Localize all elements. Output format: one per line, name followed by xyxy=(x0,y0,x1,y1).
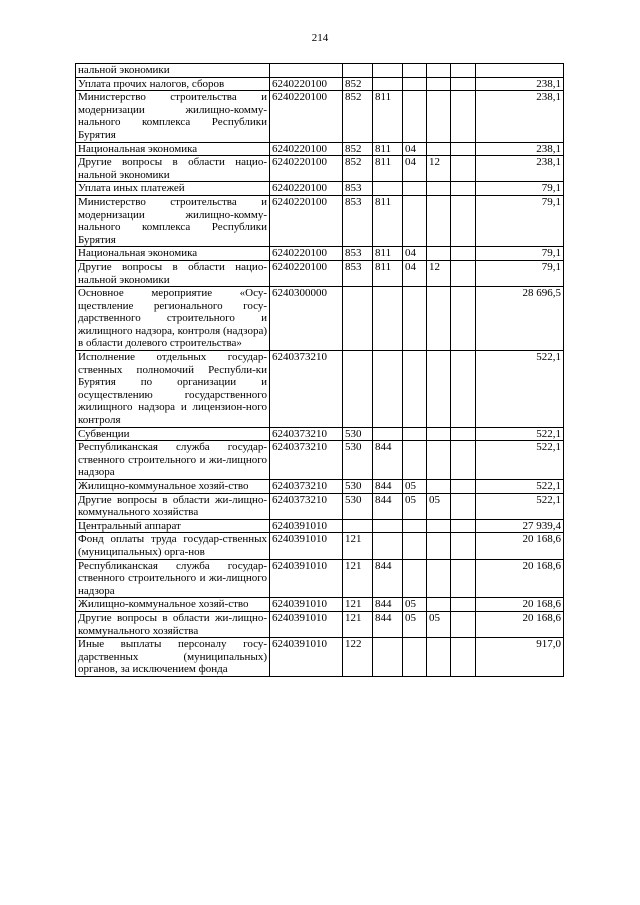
table-row xyxy=(76,247,564,261)
row-sum-cell: 238,1 xyxy=(476,142,564,156)
table-row xyxy=(76,427,564,441)
row-gr-cell xyxy=(373,427,403,441)
row-pr-cell xyxy=(427,287,451,351)
row-rz-cell xyxy=(403,638,427,677)
row-pr-cell xyxy=(427,195,451,246)
row-pr-cell xyxy=(427,598,451,612)
row-vr-cell: 853 xyxy=(343,195,373,246)
row-name-cell: Другие вопросы в области жи-лищно-коммунального хозяйства xyxy=(76,493,270,519)
row-rz-cell: 04 xyxy=(403,156,427,182)
row-gr-cell: 844 xyxy=(373,441,403,480)
row-csr-cell: 6240373210 xyxy=(270,351,343,428)
row-sum-cell: 20 168,6 xyxy=(476,559,564,598)
row-gr-cell: 811 xyxy=(373,195,403,246)
row-extra-cell xyxy=(451,156,476,182)
row-vr-cell: 852 xyxy=(343,77,373,91)
row-gr-cell xyxy=(373,77,403,91)
row-vr-cell: 852 xyxy=(343,156,373,182)
row-extra-cell xyxy=(451,441,476,480)
row-name-cell: Другие вопросы в области нацио-нальной экономики xyxy=(76,156,270,182)
row-pr-cell xyxy=(427,247,451,261)
row-rz-cell xyxy=(403,441,427,480)
row-name-cell: Республиканская служба государ-ственного строительного и жи-лищного надзора xyxy=(76,559,270,598)
row-vr-cell: 121 xyxy=(343,533,373,559)
row-csr-cell: 6240391010 xyxy=(270,598,343,612)
row-gr-cell: 844 xyxy=(373,559,403,598)
row-vr-cell: 530 xyxy=(343,493,373,519)
row-extra-cell xyxy=(451,611,476,637)
row-extra-cell xyxy=(451,142,476,156)
row-gr-cell xyxy=(373,638,403,677)
table-row xyxy=(76,480,564,494)
row-sum-cell: 522,1 xyxy=(476,351,564,428)
row-rz-cell xyxy=(403,182,427,196)
row-pr-cell xyxy=(427,533,451,559)
row-csr-cell: 6240300000 xyxy=(270,287,343,351)
row-sum-cell: 79,1 xyxy=(476,182,564,196)
row-csr-cell: 6240373210 xyxy=(270,493,343,519)
row-sum-cell: 79,1 xyxy=(476,260,564,286)
row-vr-cell: 530 xyxy=(343,480,373,494)
row-pr-cell xyxy=(427,638,451,677)
row-rz-cell: 05 xyxy=(403,611,427,637)
row-rz-cell xyxy=(403,427,427,441)
row-rz-cell: 04 xyxy=(403,142,427,156)
row-extra-cell xyxy=(451,638,476,677)
row-vr-cell: 853 xyxy=(343,247,373,261)
table-row xyxy=(76,519,564,533)
row-name-cell: Другие вопросы в области жи-лищно-коммунального хозяйства xyxy=(76,611,270,637)
table-row xyxy=(76,351,564,428)
row-extra-cell xyxy=(451,493,476,519)
row-gr-cell: 844 xyxy=(373,493,403,519)
table-row xyxy=(76,260,564,286)
row-vr-cell: 121 xyxy=(343,598,373,612)
row-rz-cell: 04 xyxy=(403,247,427,261)
row-extra-cell xyxy=(451,287,476,351)
row-sum-cell xyxy=(476,64,564,78)
row-name-cell: Уплата прочих налогов, сборов xyxy=(76,77,270,91)
row-sum-cell: 20 168,6 xyxy=(476,598,564,612)
row-pr-cell xyxy=(427,480,451,494)
row-pr-cell xyxy=(427,142,451,156)
row-name-cell: Республиканская служба государ-ственного строительного и жи-лищного надзора xyxy=(76,441,270,480)
row-csr-cell: 6240220100 xyxy=(270,182,343,196)
row-name-cell: Министерство строительства и модернизации жилищно-комму-нального комплекса Республики Бурятия xyxy=(76,195,270,246)
row-csr-cell: 6240373210 xyxy=(270,427,343,441)
row-gr-cell: 844 xyxy=(373,598,403,612)
row-name-cell: Центральный аппарат xyxy=(76,519,270,533)
row-pr-cell xyxy=(427,64,451,78)
row-gr-cell xyxy=(373,64,403,78)
row-csr-cell: 6240220100 xyxy=(270,77,343,91)
row-sum-cell: 79,1 xyxy=(476,247,564,261)
row-vr-cell: 530 xyxy=(343,441,373,480)
row-extra-cell xyxy=(451,351,476,428)
row-csr-cell xyxy=(270,64,343,78)
row-rz-cell: 05 xyxy=(403,598,427,612)
row-gr-cell xyxy=(373,287,403,351)
row-name-cell: Основное мероприятие «Осу-ществление регионального госу-дарственного строительного и жилищного надзора, контроля (надзора) в области долевого строительства» xyxy=(76,287,270,351)
row-pr-cell xyxy=(427,351,451,428)
table-row xyxy=(76,142,564,156)
row-sum-cell: 917,0 xyxy=(476,638,564,677)
row-csr-cell: 6240220100 xyxy=(270,260,343,286)
row-sum-cell: 522,1 xyxy=(476,480,564,494)
row-extra-cell xyxy=(451,519,476,533)
row-extra-cell xyxy=(451,427,476,441)
row-rz-cell xyxy=(403,351,427,428)
row-gr-cell: 844 xyxy=(373,480,403,494)
table-row xyxy=(76,533,564,559)
row-rz-cell xyxy=(403,195,427,246)
row-extra-cell xyxy=(451,598,476,612)
row-csr-cell: 6240220100 xyxy=(270,156,343,182)
row-name-cell: Фонд оплаты труда государ-ственных (муниципальных) орга-нов xyxy=(76,533,270,559)
row-rz-cell xyxy=(403,287,427,351)
row-pr-cell xyxy=(427,91,451,142)
row-rz-cell xyxy=(403,533,427,559)
row-vr-cell xyxy=(343,519,373,533)
row-pr-cell: 05 xyxy=(427,493,451,519)
row-name-cell: Уплата иных платежей xyxy=(76,182,270,196)
row-name-cell: нальной экономики xyxy=(76,64,270,78)
row-sum-cell: 28 696,5 xyxy=(476,287,564,351)
row-pr-cell xyxy=(427,77,451,91)
row-gr-cell: 844 xyxy=(373,611,403,637)
row-rz-cell xyxy=(403,91,427,142)
row-sum-cell: 522,1 xyxy=(476,441,564,480)
row-vr-cell: 852 xyxy=(343,142,373,156)
row-csr-cell: 6240391010 xyxy=(270,519,343,533)
budget-table-body xyxy=(76,64,564,677)
row-pr-cell xyxy=(427,441,451,480)
row-rz-cell xyxy=(403,559,427,598)
page-number: 214 xyxy=(311,32,329,44)
row-sum-cell: 522,1 xyxy=(476,493,564,519)
row-rz-cell: 04 xyxy=(403,260,427,286)
row-extra-cell xyxy=(451,260,476,286)
row-csr-cell: 6240373210 xyxy=(270,480,343,494)
row-sum-cell: 79,1 xyxy=(476,195,564,246)
row-csr-cell: 6240220100 xyxy=(270,91,343,142)
row-pr-cell xyxy=(427,559,451,598)
table-row xyxy=(76,598,564,612)
row-rz-cell xyxy=(403,64,427,78)
row-csr-cell: 6240220100 xyxy=(270,247,343,261)
table-row xyxy=(76,611,564,637)
row-sum-cell: 238,1 xyxy=(476,77,564,91)
row-pr-cell: 12 xyxy=(427,260,451,286)
row-extra-cell xyxy=(451,64,476,78)
table-row xyxy=(76,493,564,519)
row-name-cell: Исполнение отдельных государ-ственных полномочий Республи-ки Бурятия по организации и осуществлению государственного жилищного надзора и лицензион-ного контроля xyxy=(76,351,270,428)
row-vr-cell: 852 xyxy=(343,91,373,142)
table-row xyxy=(76,559,564,598)
row-name-cell: Другие вопросы в области нацио-нальной экономики xyxy=(76,260,270,286)
row-gr-cell xyxy=(373,182,403,196)
row-csr-cell: 6240373210 xyxy=(270,441,343,480)
row-vr-cell: 121 xyxy=(343,611,373,637)
row-pr-cell xyxy=(427,182,451,196)
row-rz-cell: 05 xyxy=(403,480,427,494)
row-csr-cell: 6240220100 xyxy=(270,142,343,156)
row-extra-cell xyxy=(451,91,476,142)
row-vr-cell: 122 xyxy=(343,638,373,677)
row-sum-cell: 238,1 xyxy=(476,91,564,142)
row-extra-cell xyxy=(451,533,476,559)
table-row xyxy=(76,287,564,351)
row-extra-cell xyxy=(451,182,476,196)
row-sum-cell: 20 168,6 xyxy=(476,611,564,637)
row-pr-cell: 05 xyxy=(427,611,451,637)
table-row xyxy=(76,441,564,480)
row-csr-cell: 6240391010 xyxy=(270,611,343,637)
row-name-cell: Министерство строительства и модернизации жилищно-комму-нального комплекса Республики Бурятия xyxy=(76,91,270,142)
row-name-cell: Субвенции xyxy=(76,427,270,441)
row-gr-cell: 811 xyxy=(373,156,403,182)
row-vr-cell xyxy=(343,287,373,351)
row-extra-cell xyxy=(451,480,476,494)
row-vr-cell: 853 xyxy=(343,260,373,286)
row-pr-cell: 12 xyxy=(427,156,451,182)
row-gr-cell xyxy=(373,351,403,428)
row-gr-cell: 811 xyxy=(373,260,403,286)
row-csr-cell: 6240391010 xyxy=(270,638,343,677)
table-row xyxy=(76,156,564,182)
row-gr-cell xyxy=(373,533,403,559)
row-vr-cell: 121 xyxy=(343,559,373,598)
table-row xyxy=(76,91,564,142)
row-name-cell: Жилищно-коммунальное хозяй-ство xyxy=(76,480,270,494)
row-sum-cell: 27 939,4 xyxy=(476,519,564,533)
row-gr-cell: 811 xyxy=(373,91,403,142)
row-gr-cell xyxy=(373,519,403,533)
row-csr-cell: 6240391010 xyxy=(270,559,343,598)
row-name-cell: Иные выплаты персоналу госу-дарственных (муниципальных) органов, за исключением фонда xyxy=(76,638,270,677)
row-name-cell: Национальная экономика xyxy=(76,247,270,261)
row-sum-cell: 238,1 xyxy=(476,156,564,182)
row-name-cell: Жилищно-коммунальное хозяй-ство xyxy=(76,598,270,612)
row-vr-cell: 853 xyxy=(343,182,373,196)
row-sum-cell: 20 168,6 xyxy=(476,533,564,559)
table-row xyxy=(76,638,564,677)
row-vr-cell xyxy=(343,64,373,78)
row-extra-cell xyxy=(451,247,476,261)
budget-table xyxy=(75,63,564,677)
row-extra-cell xyxy=(451,195,476,246)
row-pr-cell xyxy=(427,427,451,441)
row-rz-cell: 05 xyxy=(403,493,427,519)
row-extra-cell xyxy=(451,559,476,598)
row-vr-cell xyxy=(343,351,373,428)
row-gr-cell: 811 xyxy=(373,247,403,261)
row-rz-cell xyxy=(403,519,427,533)
row-rz-cell xyxy=(403,77,427,91)
row-sum-cell: 522,1 xyxy=(476,427,564,441)
table-row xyxy=(76,64,564,78)
row-csr-cell: 6240391010 xyxy=(270,533,343,559)
row-name-cell: Национальная экономика xyxy=(76,142,270,156)
row-vr-cell: 530 xyxy=(343,427,373,441)
row-extra-cell xyxy=(451,77,476,91)
table-row xyxy=(76,182,564,196)
table-row xyxy=(76,77,564,91)
row-pr-cell xyxy=(427,519,451,533)
row-gr-cell: 811 xyxy=(373,142,403,156)
row-csr-cell: 6240220100 xyxy=(270,195,343,246)
table-row xyxy=(76,195,564,246)
